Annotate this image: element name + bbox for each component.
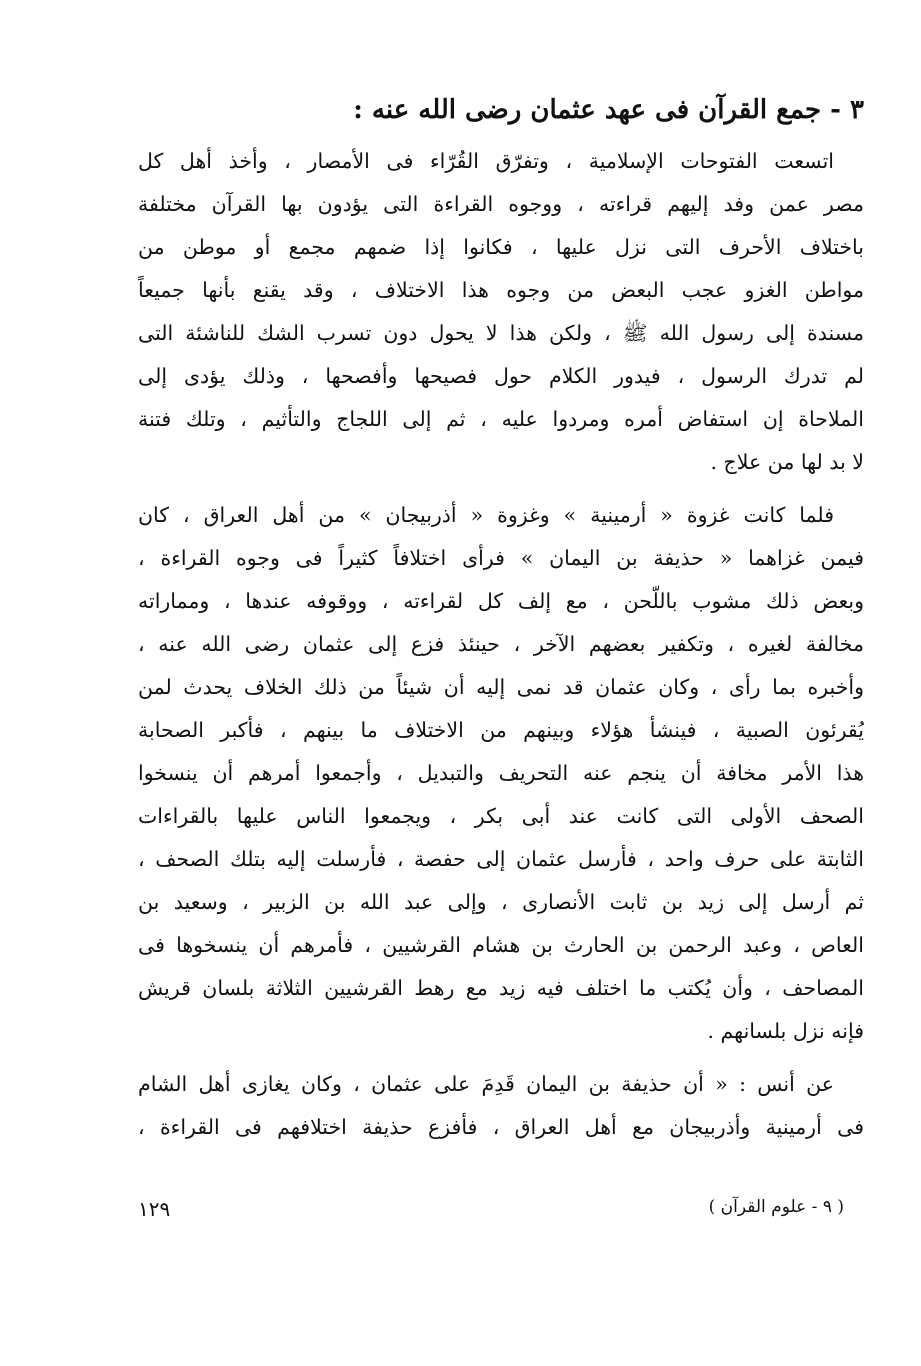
text-line: مسندة إلى رسول الله ﷺ ، ولكن هذا لا يحول دون تسرب الشك للناشئة التى: [138, 321, 864, 345]
text-line: المصاحف ، وأن يُكتب ما اختلف فيه زيد مع رهط القرشيين الثلاثة بلسان قريش: [138, 976, 864, 1000]
text-line: الملاحاة إن استفاض أمره ومردوا عليه ، ثم إلى اللجاج والتأثيم ، وتلك فتنة: [138, 407, 864, 431]
text-line: فلما كانت غزوة « أرمينية » وغزوة « أذربيجان » من أهل العراق ، كان: [138, 503, 834, 527]
text-line: الثابتة على حرف واحد ، فأرسل عثمان إلى حفصة ، فأرسلت إليه بتلك الصحف ،: [138, 847, 864, 871]
text-line: فإنه نزل بلسانهم .: [707, 1019, 864, 1043]
text-line: وبعض ذلك مشوب باللّحن ، مع إلف كل لقراءته ، ووقوفه عندها ، ومماراته: [138, 589, 864, 613]
page-footer: [138, 1197, 864, 1227]
text-line: عن أنس : « أن حذيفة بن اليمان قَدِمَ على عثمان ، وكان يغازى أهل الشام: [138, 1072, 834, 1096]
text-line: مصر عمن وفد إليهم قراءته ، ووجوه القراءة التى يؤدون بها القرآن مختلفة: [138, 192, 864, 216]
text-line: فى أرمينية وأذربيجان مع أهل العراق ، فأفزع حذيفة اختلافهم فى القراءة ،: [138, 1115, 864, 1139]
text-line: فيمن غزاهما « حذيفة بن اليمان » فرأى اختلافاً كثيراً فى وجوه القراءة ،: [138, 546, 864, 570]
text-line: وأخبره بما رأى ، وكان عثمان قد نمى إليه أن شيئاً من ذلك الخلاف يحدث لمن: [138, 675, 864, 699]
text-line: هذا الأمر مخافة أن ينجم عنه التحريف والتبديل ، وأجمعوا أمرهم أن ينسخوا: [138, 761, 864, 785]
signature-mark: ( ٩ - علوم القرآن ): [708, 1197, 844, 1217]
page-number: ١٢٩: [138, 1197, 171, 1221]
text-line: باختلاف الأحرف التى نزل عليها ، فكانوا إذا ضمهم مجمع أو موطن من: [138, 235, 864, 259]
text-line: ثم أرسل إلى زيد بن ثابت الأنصارى ، وإلى عبد الله بن الزبير ، وسعيد بن: [138, 890, 864, 914]
paragraph-2: [138, 494, 864, 1053]
paragraph-1: [138, 140, 864, 484]
text-line: لم تدرك الرسول ، فيدور الكلام حول فصيحها وأفصحها ، وذلك يؤدى إلى: [138, 364, 864, 388]
page-content: [138, 90, 864, 1159]
text-line: مواطن الغزو عجب البعض من وجوه هذا الاختلاف ، وقد يقنع بأنها جميعاً: [138, 278, 864, 302]
paragraph-3: [138, 1063, 864, 1149]
text-line: يُقرئون الصبية ، فينشأ هؤلاء وبينهم من الاختلاف ما بينهم ، فأكبر الصحابة: [138, 718, 864, 742]
text-line: الصحف الأولى التى كانت عند أبى بكر ، ويجمعوا الناس عليها بالقراءات: [138, 804, 864, 828]
text-line: لا بد لها من علاج .: [710, 450, 864, 474]
text-line: مخالفة لغيره ، وتكفير بعضهم الآخر ، حينئذ فزع إلى عثمان رضى الله عنه ،: [138, 632, 864, 656]
text-line: العاص ، وعبد الرحمن بن الحارث بن هشام القرشيين ، فأمرهم أن ينسخوها فى: [138, 933, 864, 957]
text-line: اتسعت الفتوحات الإسلامية ، وتفرّق القُرّاء فى الأمصار ، وأخذ أهل كل: [138, 149, 834, 173]
section-heading: ٣ - جمع القرآن فى عهد عثمان رضى الله عنه :: [353, 95, 864, 125]
